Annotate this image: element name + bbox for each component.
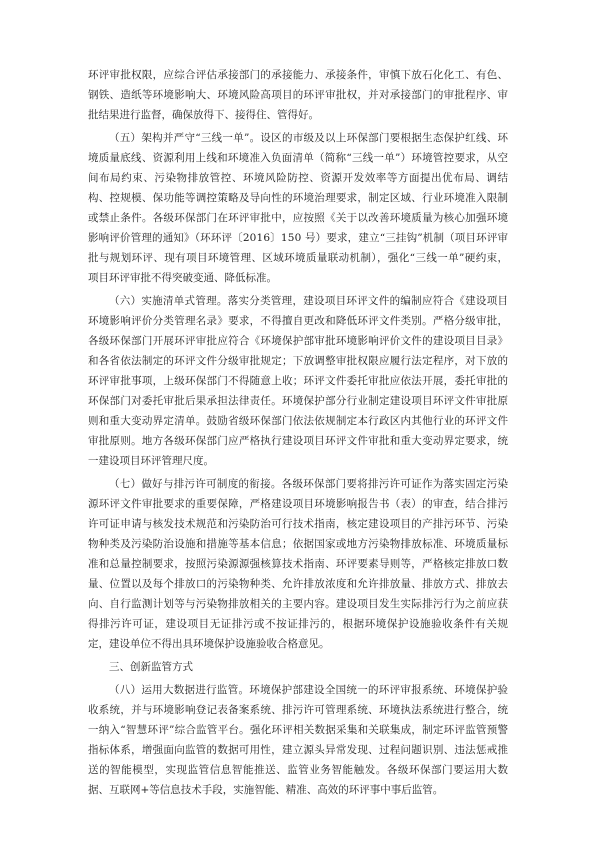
text-line: 物种类及污染防治设施和措施等基本信息；依据国家或地方污染物排放标准、环境质量标	[88, 538, 509, 550]
text-line: 一纳入“智慧环评”综合监管平台。强化环评相关数据采集和关联集成，制定环评监管预警	[88, 724, 509, 736]
text-line: 或禁止条件。各级环保部门在环评审批中，应按照《关于以改善环境质量为核心加强环境	[88, 212, 509, 224]
text-line: 环保部门对委托审批后果承担法律责任。环境保护部分行业制定建设项目环评文件审批原	[88, 395, 509, 407]
paragraph-section-7	[88, 474, 508, 654]
text-line: 指标体系，增强面向监管的数据可用性，建立源头异常发现、过程问题识别、违法惩戒推	[88, 744, 509, 756]
text-line: 钢铁、造纸等环境影响大、环境风险高项目的环评审批权，并对承接部门的审批程序、审	[88, 89, 509, 101]
text-line: 各级环保部门开展环评审批应符合《环境保护部审批环境影响评价文件的建设项目目录》	[88, 335, 509, 347]
text-line: 间布局约束、污染物排放管控、环境风险防控、资源开发效率等方面提出优布局、调结	[88, 172, 509, 184]
text-line: 和各省依法制定的环评文件分级审批规定；下放调整审批权限应履行法定程序，对下放的	[88, 355, 509, 367]
text-line: 批与规划环评、现有项目环境管理、区域环境质量联动机制），强化“三线一单”硬约束，	[88, 252, 509, 264]
text-line: 构、控规模、保功能等调控策略及导向性的环境治理要求，制定区域、行业环境准入限制	[88, 192, 509, 204]
text-line: 影响评价管理的通知》（环环评〔2016〕150 号）要求，建立“三挂钩”机制（项目环评审	[88, 232, 509, 244]
document-body	[88, 65, 508, 800]
text-line: 收系统，并与环境影响登记表备案系统、排污许可管理系统、环境执法系统进行整合，统	[88, 704, 509, 716]
text-line: 批结果进行监督，确保放得下、接得住、管得好。	[88, 109, 319, 121]
text-line: 准和总量控制要求，按照污染源源强核算技术指南、环评要素导则等，严格核定排放口数	[88, 558, 509, 570]
text-line: 许可证申请与核发技术规范和污染防治可行技术指南，核定建设项目的产排污环节、污染	[88, 518, 509, 530]
text-line: （五）架构并严守“三线一单”。设区的市级及以上环保部门要根据生态保护红线、环	[109, 132, 509, 144]
text-line: 环评审批事项，上级环保部门不得随意上收；环评文件委托审批应依法开展，委托审批的	[88, 375, 509, 387]
section-heading-text: 三、创新监管方式	[109, 661, 193, 673]
text-line: 一建设项目环评管理尺度。	[88, 455, 214, 467]
text-line: 境质量底线、资源利用上线和环境准入负面清单（简称“三线一单”）环境管控要求，从空	[88, 152, 509, 164]
section-heading-3	[88, 657, 508, 677]
text-line: 定，建设单位不得出具环境保护设施验收合格意见。	[88, 638, 330, 650]
text-line: 环评审批权限，应综合评估承接部门的承接能力、承接条件，审慎下放石化化工、有色、	[88, 69, 509, 81]
paragraph-section-5	[88, 128, 508, 288]
text-line: 向、自行监测计划等与污染物排放相关的主要内容。建设项目发生实际排污行为之前应获	[88, 598, 509, 610]
paragraph-section-6	[88, 291, 508, 471]
paragraph-continuation	[88, 65, 508, 125]
text-line: 量、位置以及每个排放口的污染物种类、允许排放浓度和允许排放量、排放方式、排放去	[88, 578, 509, 590]
text-line: 环境影响评价分类管理名录》要求，不得擅自更改和降低环评文件类别。严格分级审批，	[88, 315, 509, 327]
text-line: （七）做好与排污许可制度的衔接。各级环保部门要将排污许可证作为落实固定污染	[109, 478, 509, 490]
text-line: （八）运用大数据进行监管。环境保护部建设全国统一的环评审报系统、环境保护验	[109, 684, 509, 696]
text-line: （六）实施清单式管理。落实分类管理，建设项目环评文件的编制应符合《建设项目	[109, 295, 509, 307]
text-line: 送的智能模型，实现监管信息智能推送、监管业务智能触发。各级环保部门要运用大数	[88, 764, 509, 776]
text-line: 源环评文件审批要求的重要保障，严格建设项目环境影响报告书（表）的审查，结合排污	[88, 498, 509, 510]
text-line: 得排污许可证，建设项目无证排污或不按证排污的，根据环境保护设施验收条件有关规	[88, 618, 509, 630]
paragraph-section-8	[88, 680, 508, 800]
text-line: 据、互联网+等信息技术手段，实施智能、精准、高效的环评事中事后监管。	[88, 784, 444, 796]
text-line: 则和重大变动界定清单。鼓励省级环保部门依法依规制定本行政区内其他行业的环评文件	[88, 415, 509, 427]
text-line: 审批原则。地方各级环保部门应严格执行建设项目环评文件审批和重大变动界定要求，统	[88, 435, 509, 447]
text-line: 项目环评审批不得突破变通、降低标准。	[88, 272, 277, 284]
